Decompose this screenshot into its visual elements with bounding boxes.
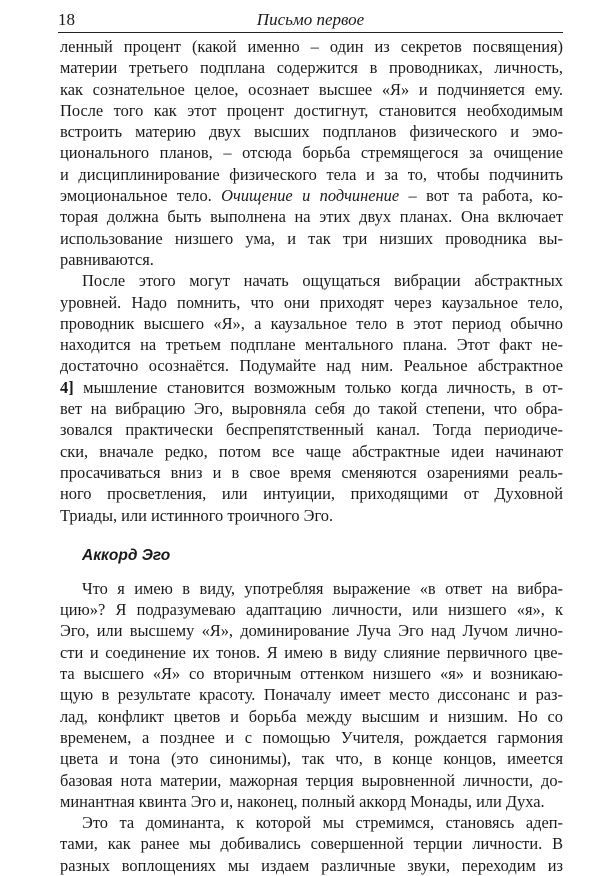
text-line: встроить материю двух высших подпланов физического и эмо- [60,122,563,142]
paragraph [60,578,563,812]
text-line: уровней. Надо помнить, что они приходят через каузальное тело, [60,292,563,312]
text-line: разных воплощениях мы издаем различные звуки, переходим из [60,855,563,875]
text-line: материи третьего подплана содержится в проводниках, личность, [60,58,563,78]
paragraph [60,812,563,876]
running-title: Письмо первое [256,10,365,29]
text-line: как сознательное целое, осознает высшее «Я» и подчиняется ему. [60,79,563,99]
text-segment: мышление становится возможным только когда личность, в от- [83,377,563,397]
text-line: вет на вибрацию Эго, выровняла себя до такой степени, что обра- [60,399,563,419]
text-line: проводник высшего «Я», а каузальное тело в этот период обычно [60,313,563,333]
text-line: цвета и тона (это синонимы), так что, в конце концов, имеется [60,749,563,769]
text-line: та высшего «Я» со вторичным оттенком низшего «я» и возникаю- [60,664,563,684]
text-line: щую в результате красоту. Поначалу имеет место диссонанс и раз- [60,685,563,705]
text-line: базовая нота материи, мажорная терция выровненной личности, до- [60,770,563,790]
text-line: минантная квинта Эго и, наконец, полный аккорд Монады, или Духа. [60,791,545,811]
text-line: сти и соединение их тонов. Я имею в виду слияние первичного цве- [60,642,563,662]
text-line: ленный процент (какой именно – один из секретов посвящения) [60,37,563,56]
text-line: находится на третьем подплане ментального плана. Этот факт не- [60,335,563,355]
text-segment: – вот та работа, ко- [408,186,563,206]
text-line: временем, а позднее и с помощью Учителя, рождается гармония [60,727,563,747]
text-line: Эго, или высшему «Я», доминирование Луча Эго над Лучом лично- [60,621,563,641]
page-header [58,8,563,33]
paragraph [60,36,563,270]
text-line: тами, как ранее мы добивались совершенной терции личности. В [60,834,563,854]
text-line: и дисциплинирование физического тела и за то, чтобы подчинить [60,164,563,184]
page-number: 18 [58,10,75,29]
spacer [60,526,563,540]
text-line: равниваются. [60,249,154,269]
section-heading: Аккорд Эго [82,546,171,564]
text-line: просачиваться вниз и в свое время сменяются озарениями реаль- [60,462,563,482]
text-line: Триады, или истинного троичного Эго. [60,505,334,525]
text-line: торая должна быть выполнена на этих двух планах. Она включает [60,207,563,227]
paragraph [60,270,563,526]
text-line: ски, вначале редко, потом все чаще абстрактные идеи начинают [60,441,563,461]
text-line: цию»? Я подразумеваю адаптацию личности, или низшего «я», к [60,600,563,620]
text-line: После того как этот процент достигнут, становится необходимым [60,100,563,120]
text-line: зовался практически беспрепятственный канал. Тогда периодиче- [60,420,563,440]
text-line: ционального планов, – отсюда борьба стремящегося за очищение [60,143,563,163]
text-line [60,377,563,398]
emphasis-text: Очищение и подчинение [221,186,400,206]
page-marker: 4] [60,377,74,397]
text-line: лад, конфликт цветов и борьба между высшим и низшим. Но со [60,706,563,726]
text-line [60,185,563,206]
text-line: достаточно осознаётся. Подумайте над ним. Реальное абстрактное [60,356,563,376]
text-line: ного просветления, или интуиции, приходящими от Духовной [60,484,563,504]
text-line: Это та доминанта, к которой мы стремимся, становясь адеп- [82,813,563,833]
text-segment: эмоциональное тело. [60,186,212,206]
text-line: использование низшего ума, и так три низших проводника вы- [60,228,563,248]
text-line: После этого могут начать ощущаться вибрации абстрактных [82,271,563,291]
text-line: Что я имею в виду, употребляя выражение «в ответ на вибра- [82,578,563,598]
